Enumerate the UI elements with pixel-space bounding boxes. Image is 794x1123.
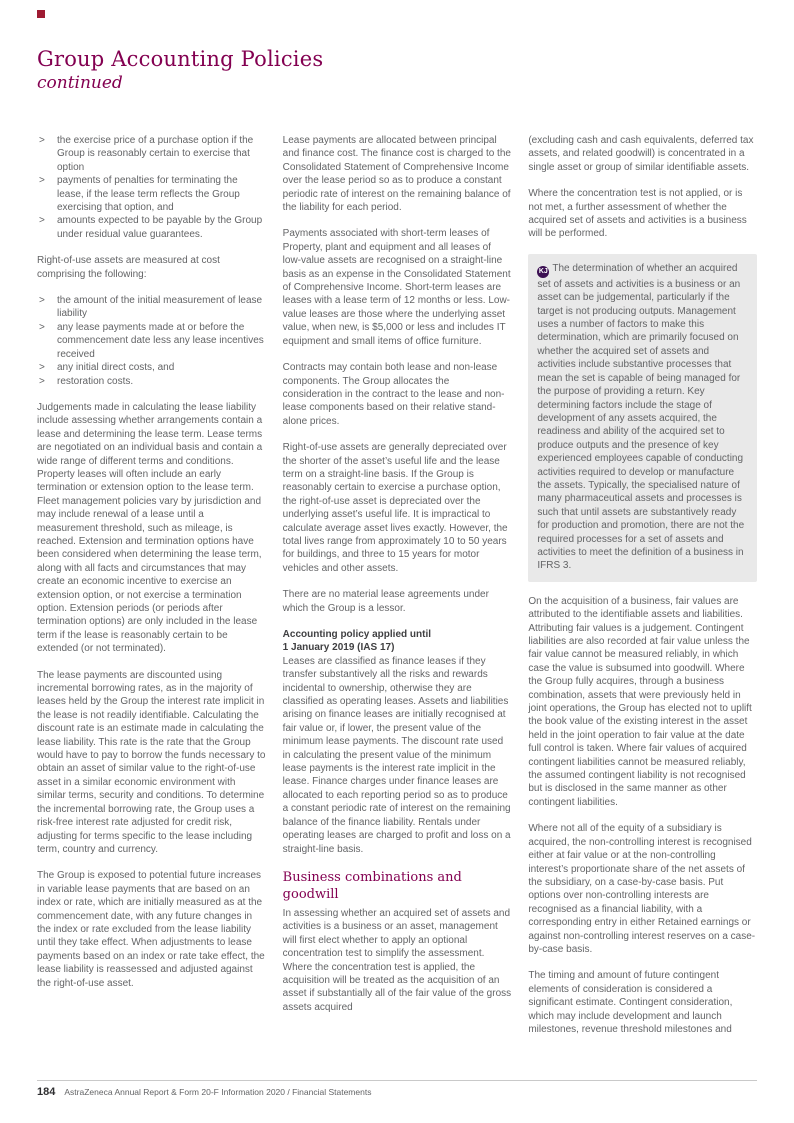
paragraph-right-of-use: Right-of-use assets are measured at cost comprising the following: bbox=[37, 255, 220, 280]
subheading-accounting-policy bbox=[283, 628, 512, 655]
paragraph-judgements: Judgements made in calculating the lease liability include assessing whether arrangements contain a lease and determining the lease term. Lease terms are negotiated on an individual basis and contain a wide range of different terms and conditions. Property leases will often include an early termination or extension option to the lease term. Fleet management policies vary by jurisdiction and may include renewal of a lease until a measurement threshold, such as mileage, is reached. Extension and termination options have been considered when determining the lease term, along with all facts and circumstances that may create an economic incentive to exercise an extension option, or not exercise a termination option. Extension periods (or periods after termination options) are only included in the lease term if the lease is reasonably certain to be extended (or not terminated). bbox=[37, 401, 263, 655]
column-1 bbox=[37, 134, 266, 1049]
key-judgement-badge-icon: KJ bbox=[537, 266, 549, 278]
page-subtitle: continued bbox=[37, 73, 123, 93]
bullet-item: > payments of penalties for terminating the lease, if the lease term reflects the Group exercising that option, and bbox=[37, 174, 266, 214]
paragraph-ias17: Leases are classified as finance leases if they transfer substantively all the risks and rewards incidental to ownership, otherwise they are classified as operating leases. Assets and liabilities arising on finance leases are initially recognised at fair value or, if lower, the present value of the minimum lease payments. The discount rate used in calculating the present value of the minimum lease payments is the interest rate implicit in the lease. Finance charges under finance leases are allocated to each reporting period so as to produce a constant periodic rate of interest on the remaining balance of the finance liability. Rentals under operating leases are charged to profit and loss on a straight-line basis. bbox=[282, 655, 511, 855]
key-judgement-callout-box bbox=[528, 254, 757, 582]
column-2 bbox=[283, 134, 512, 1049]
paragraph-lessor: There are no material lease agreements under which the Group is a lessor. bbox=[282, 589, 489, 614]
bullet-item: > any lease payments made at or before the commencement date less any lease incentives received bbox=[37, 321, 266, 361]
footer-text: AstraZeneca Annual Report & Form 20-F Information 2020 / Financial Statements bbox=[64, 1087, 372, 1097]
page-footer bbox=[37, 1080, 757, 1098]
bullet-item: > the amount of the initial measurement of lease liability bbox=[37, 294, 266, 321]
paragraph-depreciation: Right-of-use assets are generally depreciated over the shorter of the asset’s useful life and the lease term on a straight-line basis. If the Group is reasonably certain to exercise a purchase option, the right-of-use asset is depreciated over the underlying asset’s useful life. It is impractical to calculate average asset lives exactly. However, the total lives range from approximately 10 to 50 years for buildings, and three to 15 years for motor vehicles and other assets. bbox=[282, 442, 508, 574]
column-3 bbox=[528, 134, 757, 1049]
heading-business-combinations: Business combinations and goodwill bbox=[282, 869, 462, 902]
paragraph-concentration-test: Where the concentration test is not applied, or is not met, a further assessment of whether the acquired set of assets and activities is a business will be performed. bbox=[528, 188, 747, 240]
callout-text: The determination of whether an acquired set of assets and activities is a business or an asset can be judgemental, particularly if the target is not producing outputs. Management uses a number of factors to make this determination, which are primarily focused on whether the acquired set of assets and activities include substantive processes that mean the set is capable of being managed for the purpose of providing a return. Key determining factors include the stage of development of any assets acquired, the readiness and ability of the acquired set to produce outputs and the presence of key experienced employees capable of conducting activities required to develop or manufacture the assets. Typically, the specialised nature of many pharmaceutical assets and processes is such that until assets are substantively ready for production and promotion, there are not the required processes for a set of assets and activities to meet the definition of a business in IFRS 3. bbox=[537, 262, 745, 572]
paragraph-variable-payments: The Group is exposed to potential future increases in variable lease payments that are based on an index or rate, which are initially measured as at the commencement date, with any future changes in the index or rate excluded from the lease liability until they take effect. When adjustments to lease payments based on an index or rate take effect, the lease liability is reassessed and adjusted against the right-of-use asset. bbox=[37, 870, 265, 989]
three-column-body bbox=[37, 134, 757, 1049]
bullet-item: > the exercise price of a purchase option if the Group is reasonably certain to exercise that option bbox=[37, 134, 266, 174]
subheading-line-1: Accounting policy applied until bbox=[282, 629, 432, 640]
page-header bbox=[37, 46, 323, 94]
page-title: Group Accounting Policies bbox=[37, 47, 324, 71]
bullet-item: > restoration costs. bbox=[37, 375, 266, 388]
paragraph-assessing-acquired-set: In assessing whether an acquired set of assets and activities is a business or an asset, management will first elect whether to apply an optional concentration test to simplify the assessment. Where the concentration test is applied, the acquisition will be treated as the acquisition of an asset if substantially all of the fair value of the gross assets acquired bbox=[282, 907, 512, 1013]
paragraph-short-term-leases: Payments associated with short-term leases of Property, plant and equipment and all leases of low-value assets are recognised on a straight-line basis as an expense in the Consolidated Statement of Comprehensive Income. Short-term leases are leases with a lease term of 12 months or less. Low-value leases are those where the underlying asset value, when new, is $5,000 or less and includes IT equipment and small items of office furniture. bbox=[282, 228, 511, 347]
subheading-line-2: 1 January 2019 (IAS 17) bbox=[282, 642, 395, 654]
paragraph-excluding-cash: (excluding cash and cash equivalents, deferred tax assets, and related goodwill) is concentrated in a single asset or group of similar identifiable assets. bbox=[528, 135, 754, 173]
paragraph-contracts: Contracts may contain both lease and non-lease components. The Group allocates the consideration in the contract to the lease and non-lease components based on their relative stand-alone prices. bbox=[282, 362, 505, 427]
paragraph-contingent-consideration: The timing and amount of future contingent elements of consideration is considered a significant estimate. Contingent consideration, which may include development and launch milestones, revenue threshold milestones and bbox=[528, 970, 733, 1035]
section-marker-square bbox=[37, 10, 45, 18]
right-of-use-bullet-list bbox=[37, 294, 266, 388]
bullet-item: > amounts expected to be payable by the Group under residual value guarantees. bbox=[37, 214, 266, 241]
page-number: 184 bbox=[37, 1086, 56, 1098]
paragraph-lease-allocation: Lease payments are allocated between principal and finance cost. The finance cost is charged to the Consolidated Statement of Comprehensive Income over the lease period so as to produce a constant periodic rate of interest on the remaining balance of the liability for each period. bbox=[282, 135, 511, 214]
paragraph-non-controlling-interest: Where not all of the equity of a subsidiary is acquired, the non-controlling interest is recognised either at fair value or at the non-controlling interest’s proportionate share of the net assets of the subsidiary, on a case-by-case basis. Put options over non-controlling interests are recognised as a financial liability, with a corresponding entry in either Retained earnings or against non-controlling interest reserves on a case-by-case basis. bbox=[528, 823, 756, 955]
paragraph-acquisition-fair-values: On the acquisition of a business, fair values are attributed to the identifiable assets and liabilities. Attributing fair values is a judgement. Contingent liabilities are also recorded at fair value unless the fair value cannot be measured reliably, in which case the value is subsumed into goodwill. Where the Group fully acquires, through a business combination, assets that were previously held in joint operations, the Group has elected not to uplift the book value of the existing interest in the asset held in the joint operation to fair value at the date full control is taken. Where fair values of acquired contingent liabilities cannot be measured reliably, the assumed contingent liability is not recognised but is disclosed in the same manner as other contingent liabilities. bbox=[528, 595, 752, 808]
lease-payment-bullet-list bbox=[37, 134, 266, 241]
bullet-item: > any initial direct costs, and bbox=[37, 361, 266, 374]
paragraph-discount-rates: The lease payments are discounted using incremental borrowing rates, as in the majority of leases held by the Group the interest rate implicit in the lease is not readily identifiable. Calculating the discount rate is an estimate made in calculating the lease liability. This rate is the rate that the Group would have to pay to borrow the funds necessary to obtain an asset of similar value to the right-of-use asset in a similar economic environment with similar terms, security and conditions. To determine the incremental borrowing rate, the Group uses a risk-free interest rate adjusted for credit risk, adjusting for terms specific to the lease including term, country and currency. bbox=[37, 669, 266, 855]
